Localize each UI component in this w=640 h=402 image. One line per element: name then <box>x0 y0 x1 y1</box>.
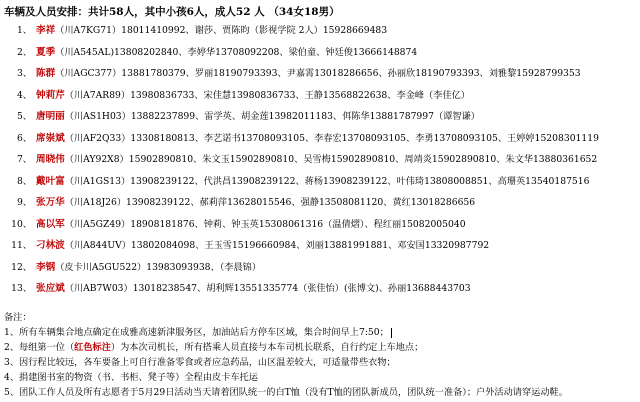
car-row <box>0 85 640 107</box>
car-row <box>0 257 640 279</box>
car-number: 5、 <box>16 111 32 122</box>
car-number: 9、 <box>16 197 32 208</box>
car-passengers: （皮卡川A5GU522）13983093938、（李晨锦） <box>55 261 262 273</box>
car-details <box>36 128 599 150</box>
car-number: 7、 <box>16 154 32 165</box>
driver-leader-name: 钟莉芹 <box>36 89 65 101</box>
note-item <box>4 370 638 385</box>
car-row <box>0 42 640 64</box>
driver-leader-name: 唐明丽 <box>36 111 65 122</box>
car-details <box>36 214 466 236</box>
car-passengers: （川AF2Q33）13308180813、李艺诺书13708093105、李春宏13708093105、李勇13708093105、王婷婷15208301119 <box>64 132 599 144</box>
car-number: 3、 <box>16 68 32 79</box>
note-item <box>4 355 638 370</box>
note-text: 1、所有车辆集合地点确定在成雅高速新津服务区，加油站后方停车区域，集合时间早上7:50； <box>4 327 389 338</box>
driver-leader-name: 席崇斌 <box>36 132 65 144</box>
note-item <box>4 340 638 355</box>
driver-leader-name: 周晓伟 <box>36 154 65 165</box>
car-row <box>0 149 640 171</box>
car-number: 8、 <box>16 175 32 187</box>
car-details <box>36 42 417 64</box>
car-row <box>0 171 640 193</box>
car-passengers: （川A18J26）13908239122、郝莉萍13628015546、强静13508081120、黄红13018286656 <box>64 197 476 208</box>
note-item <box>4 325 638 340</box>
car-list <box>0 20 640 300</box>
car-passengers: （川AB7W03）13018238547、胡利辉13551335774（张佳怡）(张博文)、孙丽13688443703 <box>64 283 471 294</box>
note-red-highlight: 红色标注 <box>74 342 111 353</box>
car-details <box>36 171 589 193</box>
note-text: 4、捐建图书室的物资（书、书柜、凳子等）全程由皮卡车托运 <box>4 372 258 383</box>
driver-leader-name: 张应斌 <box>36 283 65 294</box>
car-details <box>36 63 581 85</box>
car-number: 4、 <box>16 89 32 101</box>
driver-leader-name: 刁林波 <box>36 240 65 251</box>
notes-list <box>4 325 638 400</box>
car-passengers: （川AGC377）13881780379、罗丽18190793393、尹嘉霄13018286656、孙丽欣18190793393、刘雅黎15928799353 <box>55 68 581 79</box>
car-row <box>0 235 640 257</box>
car-details <box>36 20 387 42</box>
driver-leader-name: 高以军 <box>36 218 65 230</box>
driver-leader-name: 张万华 <box>36 197 65 208</box>
notes-title: 备注： <box>4 312 32 323</box>
note-item <box>4 385 638 400</box>
driver-leader-name: 夏季 <box>36 46 56 58</box>
driver-leader-name: 李祥 <box>36 25 56 36</box>
car-details <box>36 257 261 279</box>
car-row <box>0 128 640 150</box>
driver-leader-name: 李钢 <box>36 261 56 273</box>
car-passengers: （川AY92X8）15902890810、朱文玉15902890810、吴雪梅15902890810、周靖炎15902890810、朱文华13880361652 <box>64 154 598 165</box>
car-row <box>0 63 640 85</box>
car-number: 13、 <box>11 283 32 294</box>
car-passengers: （川A844UV）13802084098、王玉雪15196660984、刘丽13881991881、邓安国13320987792 <box>64 240 490 251</box>
car-row <box>0 214 640 236</box>
car-number: 11、 <box>11 240 32 251</box>
note-text: 3、因行程比较远，各车要备上可自行准备零食或者应急药品，山区温差较大，可适量带些衣物； <box>4 357 396 368</box>
arrangement-heading: 车辆及人员安排：共计58人，其中小孩6人，成人52 人 （34女18男） <box>4 6 340 18</box>
car-passengers: （川A545AL)13808202840、李婷华13708092208、梁伯童、钟廷俊13666148874 <box>55 46 418 58</box>
driver-leader-name: 戴叶富 <box>36 175 65 187</box>
car-passengers: （川AS1H03）13882237899、雷学英、胡金莲13982011183、佴陈华13881787997（谭智谦） <box>64 111 480 122</box>
car-details <box>36 192 475 214</box>
car-passengers: （川A7KG71）18011410992、谢莎、贾陈昀（影视学院 2人）15928669483 <box>55 25 388 36</box>
car-number: 12、 <box>11 261 32 273</box>
note-text: 2、每组第一位（ <box>4 342 75 353</box>
car-passengers: （川A1GS13）13908239122、代洪昌13908239122、蒋杨13908239122、叶伟琦13808008851、高珊英13540187516 <box>64 175 590 187</box>
car-number: 2、 <box>16 46 32 58</box>
driver-leader-name: 陈群 <box>36 68 56 79</box>
car-row <box>0 106 640 128</box>
car-passengers: （川A5GZ49）18908181876、钟莉、钟玉英15308061316（温倩熠）、程红丽15082005040 <box>64 218 466 230</box>
car-details <box>36 85 470 107</box>
car-row <box>0 278 640 300</box>
car-row <box>0 20 640 42</box>
car-details <box>36 106 480 128</box>
note-text-continued: ）为本次司机长，所有搭乘人员直接与本车司机长联系，自行约定上车地点； <box>110 342 424 353</box>
car-details <box>36 235 489 257</box>
car-details <box>36 278 471 300</box>
car-row <box>0 192 640 214</box>
note-text: 5、团队工作人员及所有志愿者于5月29日活动当天请着团队统一的白T恤（没有T恤的团队新成员，团队统一准备）；户外活动请穿运动鞋。 <box>4 387 568 398</box>
car-number: 10、 <box>11 218 32 230</box>
text-cursor <box>391 328 392 338</box>
car-number: 1、 <box>16 25 32 36</box>
car-number: 6、 <box>16 132 32 144</box>
car-details <box>36 149 597 171</box>
car-passengers: （川A7AR89）13980836733、宋佳慧13980836733、王静13568822638、李金峰（李佳亿） <box>64 89 470 101</box>
notes-section <box>4 310 638 400</box>
